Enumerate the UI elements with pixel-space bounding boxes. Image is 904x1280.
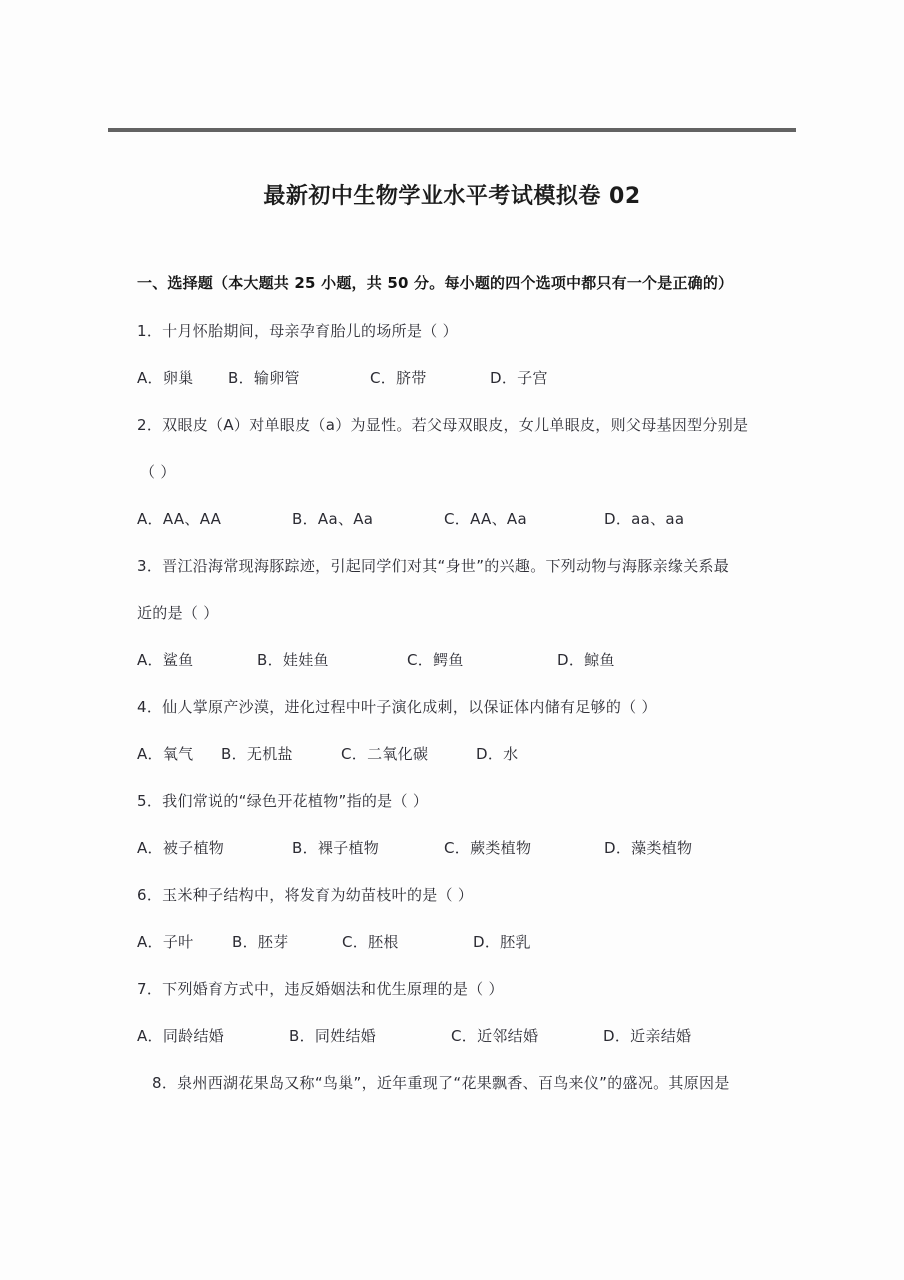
question-6-option-b[interactable]: B．胚芽: [232, 933, 289, 951]
question-2-option-d[interactable]: D．aa、aa: [604, 510, 685, 528]
question-3-stem-continued: 近的是（ ）: [137, 604, 219, 622]
question-6-option-a[interactable]: A．子叶: [137, 933, 194, 951]
question-4-stem: 4．仙人掌原产沙漠，进化过程中叶子演化成刺，以保证体内储有足够的（ ）: [137, 698, 657, 716]
question-6-option-d[interactable]: D．胚乳: [473, 933, 531, 951]
question-4-options: [137, 743, 817, 765]
question-2-option-c[interactable]: C．AA、Aa: [444, 510, 527, 528]
question-4-option-c[interactable]: C．二氧化碳: [341, 745, 429, 763]
question-6-options: [137, 931, 817, 953]
question-3-stem: 3．晋江沿海常现海豚踪迹，引起同学们对其“身世”的兴趣。下列动物与海豚亲缘关系最: [137, 557, 730, 575]
question-2-stem: 2．双眼皮（A）对单眼皮（a）为显性。若父母双眼皮，女儿单眼皮，则父母基因型分别是: [137, 416, 749, 434]
question-1-option-b[interactable]: B．输卵管: [228, 369, 300, 387]
question-5-option-d[interactable]: D．藻类植物: [604, 839, 693, 857]
question-7-option-a[interactable]: A．同龄结婚: [137, 1027, 225, 1045]
question-2-options: [137, 508, 817, 530]
question-4-option-d[interactable]: D．水: [476, 745, 519, 763]
question-7-option-b[interactable]: B．同姓结婚: [289, 1027, 377, 1045]
page-title: 最新初中生物学业水平考试模拟卷 02: [263, 184, 641, 209]
question-2-stem-continued: （ ）: [140, 463, 176, 481]
question-3-options: [137, 649, 817, 671]
question-6-option-c[interactable]: C．胚根: [342, 933, 399, 951]
question-1-option-a[interactable]: A．卵巢: [137, 369, 194, 387]
question-3-option-d[interactable]: D．鲸鱼: [557, 651, 615, 669]
question-7-option-c[interactable]: C．近邻结婚: [451, 1027, 539, 1045]
exam-content: [137, 272, 817, 1119]
question-8-stem: 8．泉州西湖花果岛又称“鸟巢”，近年重现了“花果飘香、百鸟来仪”的盛况。其原因是: [152, 1074, 730, 1092]
question-7-option-d[interactable]: D．近亲结婚: [603, 1027, 692, 1045]
question-1-options: [137, 367, 817, 389]
question-7-stem: 7．下列婚育方式中，违反婚姻法和优生原理的是（ ）: [137, 980, 504, 998]
question-4-option-b[interactable]: B．无机盐: [221, 745, 293, 763]
header-band: [108, 30, 796, 126]
question-3-option-b[interactable]: B．娃娃鱼: [257, 651, 329, 669]
question-2-option-b[interactable]: B．Aa、Aa: [292, 510, 374, 528]
question-3-option-a[interactable]: A．鲨鱼: [137, 651, 194, 669]
question-6-stem: 6．玉米种子结构中，将发育为幼苗枝叶的是（ ）: [137, 886, 474, 904]
question-5-option-a[interactable]: A．被子植物: [137, 839, 225, 857]
question-5-option-b[interactable]: B．裸子植物: [292, 839, 380, 857]
section-heading-multiple-choice: 一、选择题（本大题共 25 小题，共 50 分。每小题的四个选项中都只有一个是正确的）: [137, 274, 734, 292]
question-5-stem: 5．我们常说的“绿色开花植物”指的是（ ）: [137, 792, 429, 810]
question-5-option-c[interactable]: C．蕨类植物: [444, 839, 532, 857]
question-4-option-a[interactable]: A．氧气: [137, 745, 194, 763]
question-1-stem: 1．十月怀胎期间，母亲孕育胎儿的场所是（ ）: [137, 322, 458, 340]
question-1-option-d[interactable]: D．子宫: [490, 369, 548, 387]
question-2-option-a[interactable]: A．AA、AA: [137, 510, 222, 528]
question-3-option-c[interactable]: C．鳄鱼: [407, 651, 464, 669]
question-1-option-c[interactable]: C．脐带: [370, 369, 427, 387]
question-5-options: [137, 837, 817, 859]
header-horizontal-rule: [108, 128, 796, 132]
question-7-options: [137, 1025, 817, 1047]
